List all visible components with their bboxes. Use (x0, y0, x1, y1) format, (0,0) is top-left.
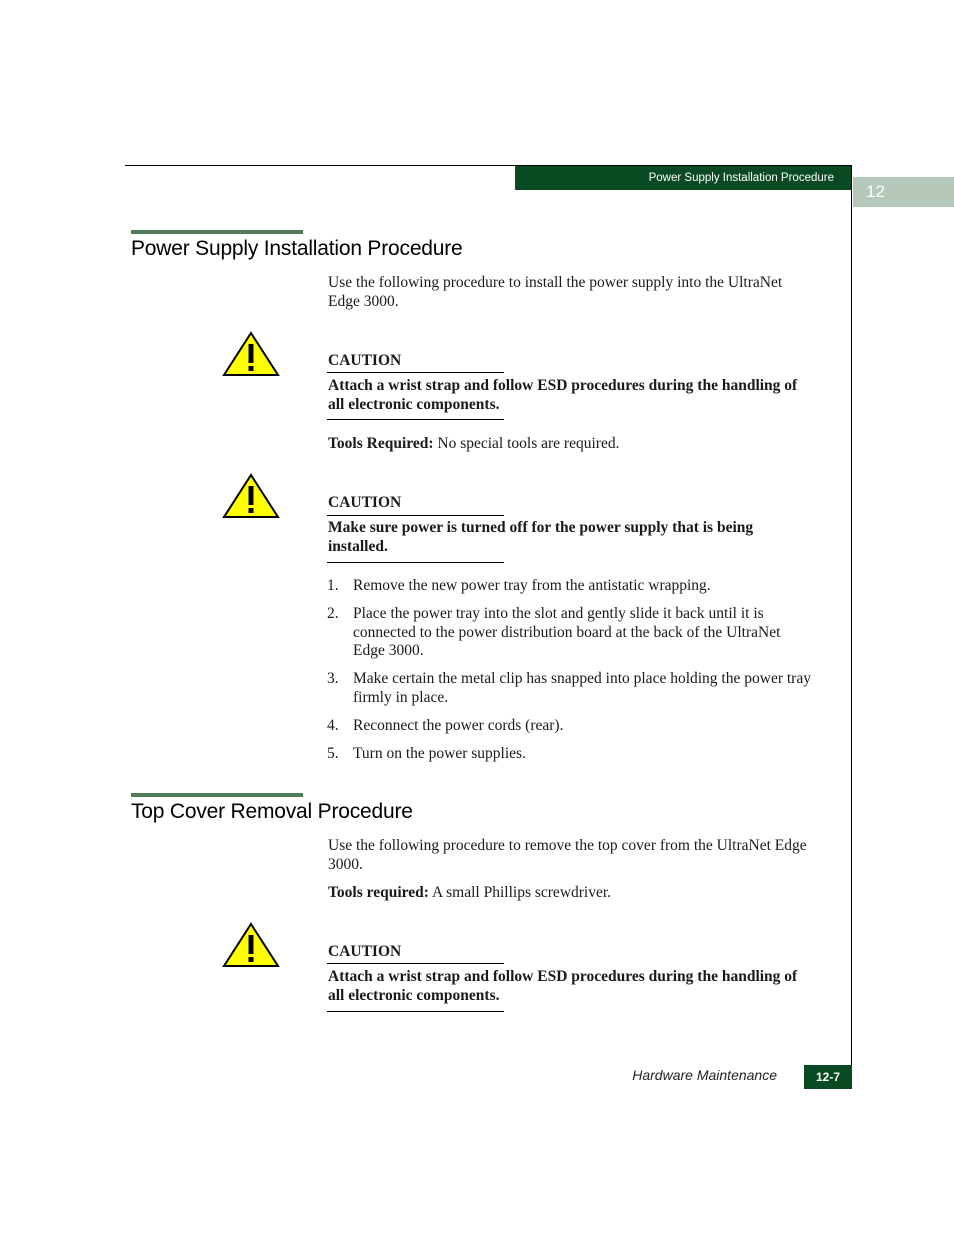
section-title-top-cover: Top Cover Removal Procedure (131, 800, 413, 823)
caution-text: Attach a wrist strap and follow ESD procedures during the handling of all electronic components. (328, 377, 798, 413)
tools-text: A small Phillips screwdriver. (428, 884, 612, 901)
intro-paragraph: Use the following procedure to remove the top cover from the UltraNet Edge 3000. (328, 837, 807, 873)
step-text: Make certain the metal clip has snapped into place holding the power tray firmly in place. (353, 670, 811, 706)
step-number: 4. (327, 717, 339, 734)
step-text: Place the power tray into the slot and gently slide it back until it is connected to the power distribution board at the back of the UltraNet Edge 3000. (353, 605, 781, 659)
tools-label: Tools Required: (328, 435, 434, 452)
caution-rule (327, 562, 504, 563)
margin-rule (851, 165, 852, 1089)
tools-text: No special tools are required. (433, 435, 620, 452)
warning-triangle-icon (222, 473, 280, 519)
caution-rule (327, 1011, 504, 1012)
step-number: 3. (327, 670, 339, 687)
section-title-power-supply: Power Supply Installation Procedure (131, 237, 463, 260)
footer-chapter-title: Hardware Maintenance (632, 1067, 777, 1083)
caution-rule (327, 419, 504, 420)
chapter-tab: 12 (853, 177, 954, 207)
caution-label: CAUTION (328, 352, 402, 369)
tools-label: Tools required: (328, 884, 429, 901)
section-bar (131, 230, 303, 234)
step-number: 5. (327, 745, 339, 762)
page-number: 12-7 (804, 1065, 852, 1089)
step-text: Turn on the power supplies. (353, 745, 526, 762)
step-number: 1. (327, 577, 339, 594)
caution-text: Make sure power is turned off for the power supply that is being installed. (328, 519, 754, 555)
intro-paragraph: Use the following procedure to install the power supply into the UltraNet Edge 3000. (328, 274, 783, 310)
warning-triangle-icon (222, 331, 280, 377)
caution-label: CAUTION (328, 494, 402, 511)
tools-required (328, 434, 808, 453)
step-text: Reconnect the power cords (rear). (353, 717, 564, 734)
tools-required (328, 883, 808, 902)
caution-rule (327, 963, 504, 964)
caution-rule (327, 515, 504, 516)
step-text: Remove the new power tray from the antistatic wrapping. (353, 577, 711, 594)
caution-label: CAUTION (328, 943, 402, 960)
step-number: 2. (327, 605, 339, 622)
running-header: Power Supply Installation Procedure (515, 166, 851, 190)
section-bar (131, 793, 303, 797)
warning-triangle-icon (222, 922, 280, 968)
caution-text: Attach a wrist strap and follow ESD procedures during the handling of all electronic components. (328, 968, 798, 1004)
caution-rule (327, 372, 504, 373)
